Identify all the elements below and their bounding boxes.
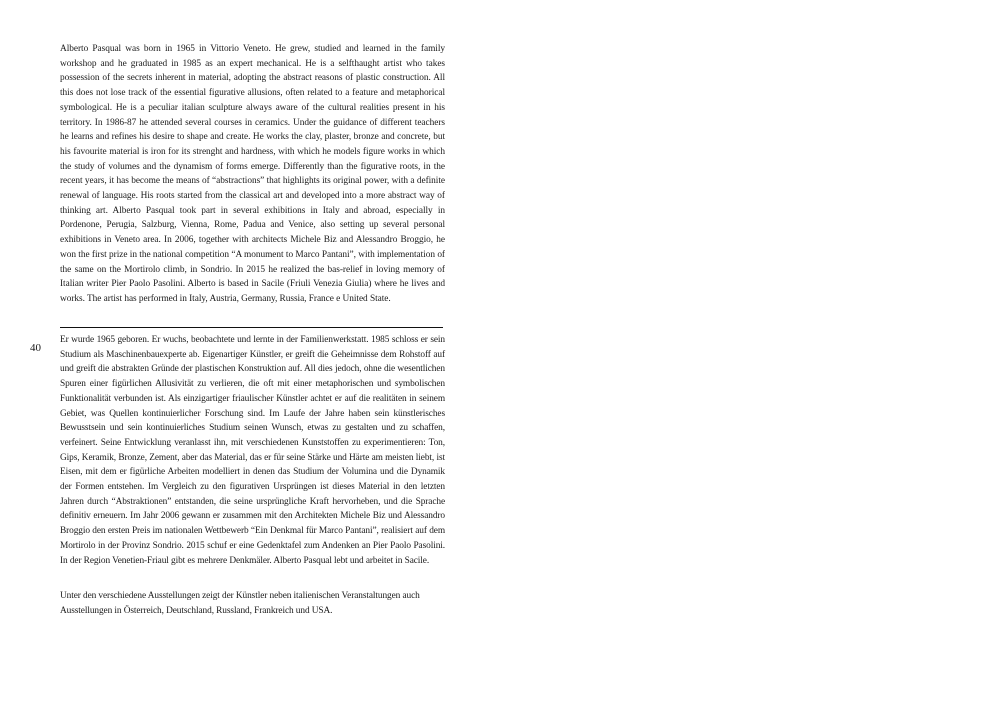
page-number: 40 (30, 342, 41, 354)
biography-english-paragraph: Alberto Pasqual was born in 1965 in Vittorio Veneto. He grew, studied and learned in the family workshop and he graduated in 1985 as an expert mechanical. He is a selfthaught artist who takes possession of the secrets inherent in material, adopting the abstract reasons of plastic construction. All this does not lose track of the essential figurative allusions, often related to a feature and metaphorical symbological. He is a peculiar italian sculpture always aware of the cultural realities present in his territory. In 1986-87 he attended several courses in ceramics. Under the guidance of different teachers he learns and refines his desire to shape and create. He works the clay, plaster, bronze and concrete, but his favourite material is iron for its strenght and hardness, with which he models figure works in which the study of volumes and the dynamism of forms emerge. Differently than the figurative roots, in the recent years, it has become the means of “abstractions” that highlights its original power, with a definite renewal of language. His roots started from the classical art and developed into a more abstract way of thinking art. Alberto Pasqual took part in several exhibitions in Italy and abroad, especially in Pordenone, Perugia, Salzburg, Vienna, Rome, Padua and Venice, also setting up several personal exhibitions in Veneto area. In 2006, together with architects Michele Biz and Alessandro Broggio, he won the first prize in the national competition “A monument to Marco Pantani”, with implementation of the same on the Mortirolo climb, in Sondrio. In 2015 he realized the bas-relief in loving memory of Italian writer Pier Paolo Pasolini. Alberto is based in Sacile (Friuli Venezia Giulia) where he lives and works. The artist has performed in Italy, Austria, Germany, Russia, France e United State. (60, 44, 445, 304)
section-divider (60, 327, 443, 328)
biography-german-paragraph: Er wurde 1965 geboren. Er wuchs, beobachtete und lernte in der Familienwerkstatt. 1985 schloss er sein Studium als Maschinenbauexperte ab. Eigenartiger Künstler, er greift die Geheimnisse dem Rohstoff auf und greift die abstrakten Gründe der plastischen Konstruktion auf. All dies jedoch, ohne die wesentlichen Spuren einer figürlichen Allusivität zu verlieren, die oft mit einer metaphorischen und symbolischen Funktionalität verbunden ist. Als einzigartiger friaulischer Künstler achtet er auf die realitäten in seinem Gebiet, was Quellen kontinuierlicher Forschung sind. Im Laufe der Jahre haben sein künstlerisches Bewusstsein und sein kontinuierliches Studium seinen Wunsch, etwas zu gestalten und zu schaffen, verfeinert. Seine Entwicklung veranlasst ihn, mit verschiedenen Kunststoffen zu experimentieren: Ton, Gips, Keramik, Bronze, Zement, aber das Material, das er für seine Stärke und Härte am meisten liebt, ist Eisen, mit dem er figürliche Arbeiten modelliert in denen das Studium der Volumina und die Dynamik der Formen entstehen. Im Vergleich zu den figurativen Ursprüngen ist dieses Material in den letzten Jahren durch “Abstraktionen” entstanden, die seine ursprüngliche Kraft hervorheben, und die Sprache definitiv erneuern. Im Jahr 2006 gewann er zusammen mit den Architekten Michele Biz und Alessandro Broggio den ersten Preis im nationalen Wettbewerb “Ein Denkmal für Marco Pantani”, realisiert auf dem Mortirolo in der Provinz Sondrio. 2015 schuf er eine Gedenktafel zum Andenken an Pier Paolo Pasolini. In der Region Venetien-Friaul gibt es mehrere Denkmäler. Alberto Pasqual lebt und arbeitet in Sacile. (60, 335, 445, 566)
biography-german-exhibitions-paragraph: Unter den verschiedene Ausstellungen zeigt der Künstler neben italienischen Veranstaltungen auch Ausstellungen in Österreich, Deutschland, Russland, Frankreich und USA. (60, 591, 420, 616)
